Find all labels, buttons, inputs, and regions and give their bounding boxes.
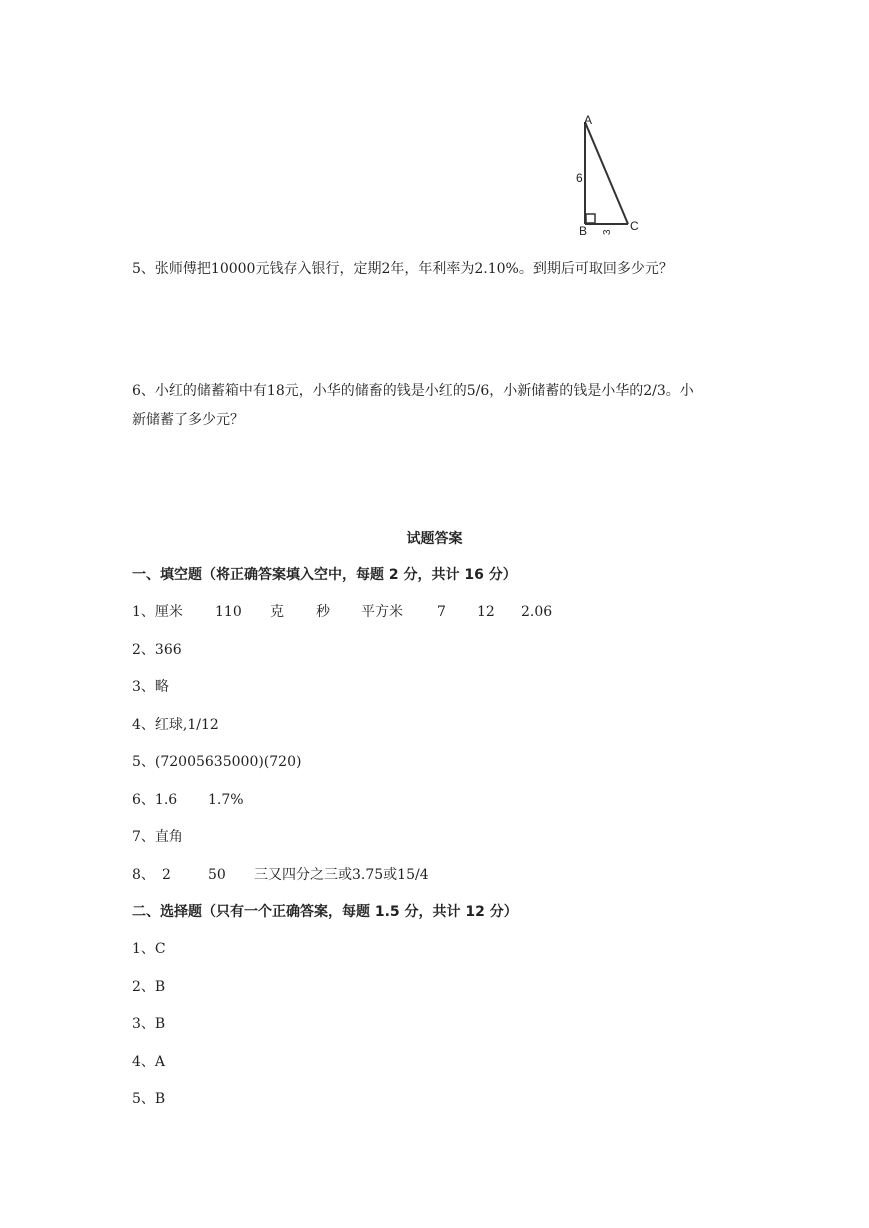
choice-answer: 2、B <box>132 979 166 995</box>
answer-8-item: 2 <box>162 867 171 883</box>
side-ac <box>585 122 628 224</box>
answer-7: 7、直角 <box>132 829 183 845</box>
choice-answer: 1、C <box>132 941 166 957</box>
question-5: 5、张师傅把10000元钱存入银行，定期2年，年利率为2.10%。到期后可取回多少元？ <box>132 261 673 277</box>
section-2-heading: 二、选择题（只有一个正确答案，每题 1.5 分，共计 12 分） <box>132 904 518 920</box>
answer-3: 3、略 <box>132 679 169 695</box>
answers-title: 试题答案 <box>406 531 463 547</box>
answer-8-item: 8、 <box>132 867 155 883</box>
question-6-line-1: 6、小红的储蓄箱中有18元，小华的储畜的钱是小红的5/6，小新储蓄的钱是小华的2/3。小 <box>132 383 694 399</box>
right-angle-mark <box>586 214 595 223</box>
choice-answer: 3、B <box>132 1016 166 1032</box>
answer-2: 2、366 <box>132 642 182 658</box>
answer-1-item: 平方米 <box>361 604 403 620</box>
side-bc-label: 3 <box>602 229 613 235</box>
answer-5: 5、(72005635000)(720) <box>132 754 302 770</box>
answer-1-item: 秒 <box>316 604 330 620</box>
right-triangle-figure <box>570 110 650 240</box>
choice-answer: 5、B <box>132 1091 166 1107</box>
vertex-a-label: A <box>584 113 593 127</box>
answer-6-item: 1.7% <box>208 792 244 808</box>
answer-4: 4、红球,1/12 <box>132 717 219 733</box>
answer-1-item: 12 <box>477 604 495 620</box>
section-1-heading: 一、填空题（将正确答案填入空中，每题 2 分，共计 16 分） <box>132 567 517 583</box>
answer-1-item: 2.06 <box>521 604 553 620</box>
answer-8-item: 50 <box>208 867 226 883</box>
answer-1-item: 1、厘米 <box>132 604 183 620</box>
vertex-c-label: C <box>630 219 639 233</box>
answer-8-item: 三又四分之三或3.75或15/4 <box>254 867 429 883</box>
side-ab-label: 6 <box>576 171 583 185</box>
vertex-b-label: B <box>579 224 588 238</box>
answer-1-item: 110 <box>215 604 242 620</box>
question-6-line-2: 新储蓄了多少元？ <box>132 412 244 428</box>
choice-answer: 4、A <box>132 1054 166 1070</box>
answer-6-item: 6、1.6 <box>132 792 178 808</box>
answer-1-item: 7 <box>437 604 446 620</box>
answer-1-item: 克 <box>270 604 284 620</box>
